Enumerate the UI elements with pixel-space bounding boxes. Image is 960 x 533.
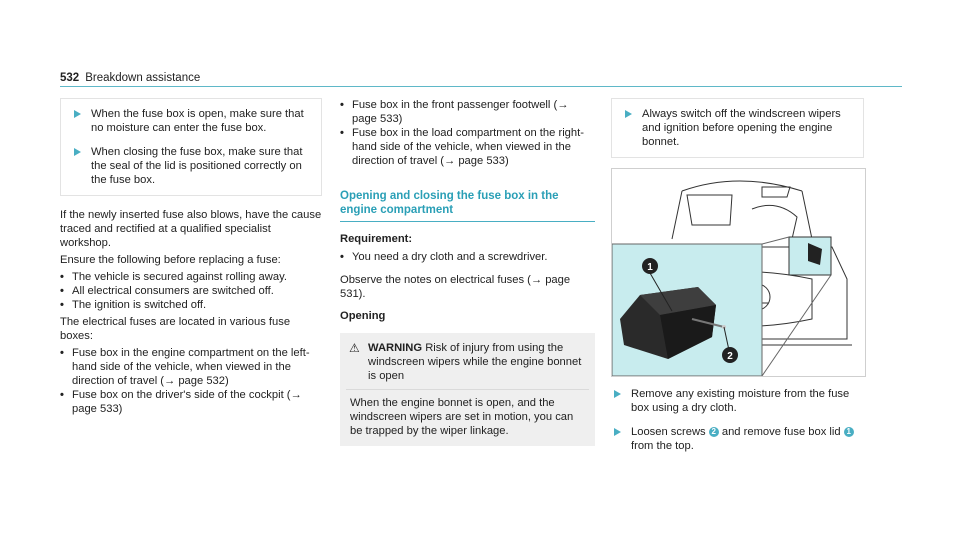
warning-body: When the engine bonnet is open, and the windscreen wipers are set in motion, you can be trapped by the wiper linkage. [350,397,574,437]
column-3 [611,98,864,463]
callout-2: 2 [727,351,733,362]
column-1 [60,98,322,419]
step-item: Remove any existing moisture from the fuse box using a dry cloth. [611,387,864,415]
list-item: • The ignition is switched off. [60,299,207,311]
check-list [60,270,322,312]
section-title: Breakdown assistance [85,72,201,84]
fuse-box-illustration [611,168,866,377]
arrow-icon [625,110,632,118]
warning-box [340,333,595,446]
list-item[interactable]: • Fuse box on the driver's side of the cockpit (→ page 533) [60,389,302,415]
warning-icon: ⚠ [349,341,360,355]
paragraph: The electrical fuses are located in various fuse boxes: [60,316,291,342]
step-item: Loosen screws 2 and remove fuse box lid 1 from the top. [611,425,864,453]
list-item[interactable]: • Fuse box in the load compartment on the right-hand side of the vehicle, when viewed in the direction of travel (→ page 533) [340,127,584,167]
page-header [60,71,200,85]
tip-box [611,98,864,158]
warning-title: Risk of injury from using the windscreen wipers while the engine bonnet is open [368,342,582,382]
paragraph: Ensure the following before replacing a fuse: [60,254,281,266]
arrow-icon [614,428,621,436]
location-list [60,346,322,416]
tip-item: When the fuse box is open, make sure that no moisture can enter the fuse box. [71,107,313,135]
step-list [611,387,864,453]
list-item: • You need a dry cloth and a screwdriver. [340,251,548,263]
list-item: • The vehicle is secured against rolling away. [60,271,287,283]
arrow-icon [614,390,621,398]
tip-box [60,98,322,196]
tip-item: When closing the fuse box, make sure that the seal of the lid is positioned correctly on the fuse box. [71,145,313,187]
tip-item: Always switch off the windscreen wipers and ignition before opening the engine bonnet. [622,107,855,149]
arrow-icon [74,148,81,156]
location-list [340,98,595,168]
list-item[interactable]: • Fuse box in the front passenger footwell (→ page 533) [340,99,569,125]
requirement-list [340,250,595,264]
requirement-label: Requirement: [340,233,413,245]
section-heading: Opening and closing the fuse box in the engine compartment [340,190,559,216]
arrow-icon [74,110,81,118]
header-rule [60,86,902,87]
list-item[interactable]: • Fuse box in the engine compartment on the left-hand side of the vehicle, when viewed in the direction of travel (→ page 532) [60,347,310,387]
callout-1: 1 [647,262,653,273]
paragraph: If the newly inserted fuse also blows, have the cause traced and rectified at a qualified specialist workshop. [60,209,322,249]
note: Observe the notes on electrical fuses (→ page 531). [340,274,571,300]
heading-rule [340,221,595,222]
engine-bay-drawing [612,169,865,376]
opening-label: Opening [340,310,386,322]
column-2 [340,98,595,446]
screw-number-badge: 2 [709,427,719,437]
warning-label: WARNING [368,342,423,354]
list-item: • All electrical consumers are switched off. [60,285,274,297]
page-number: 532 [60,72,80,84]
lid-number-badge: 1 [844,427,854,437]
